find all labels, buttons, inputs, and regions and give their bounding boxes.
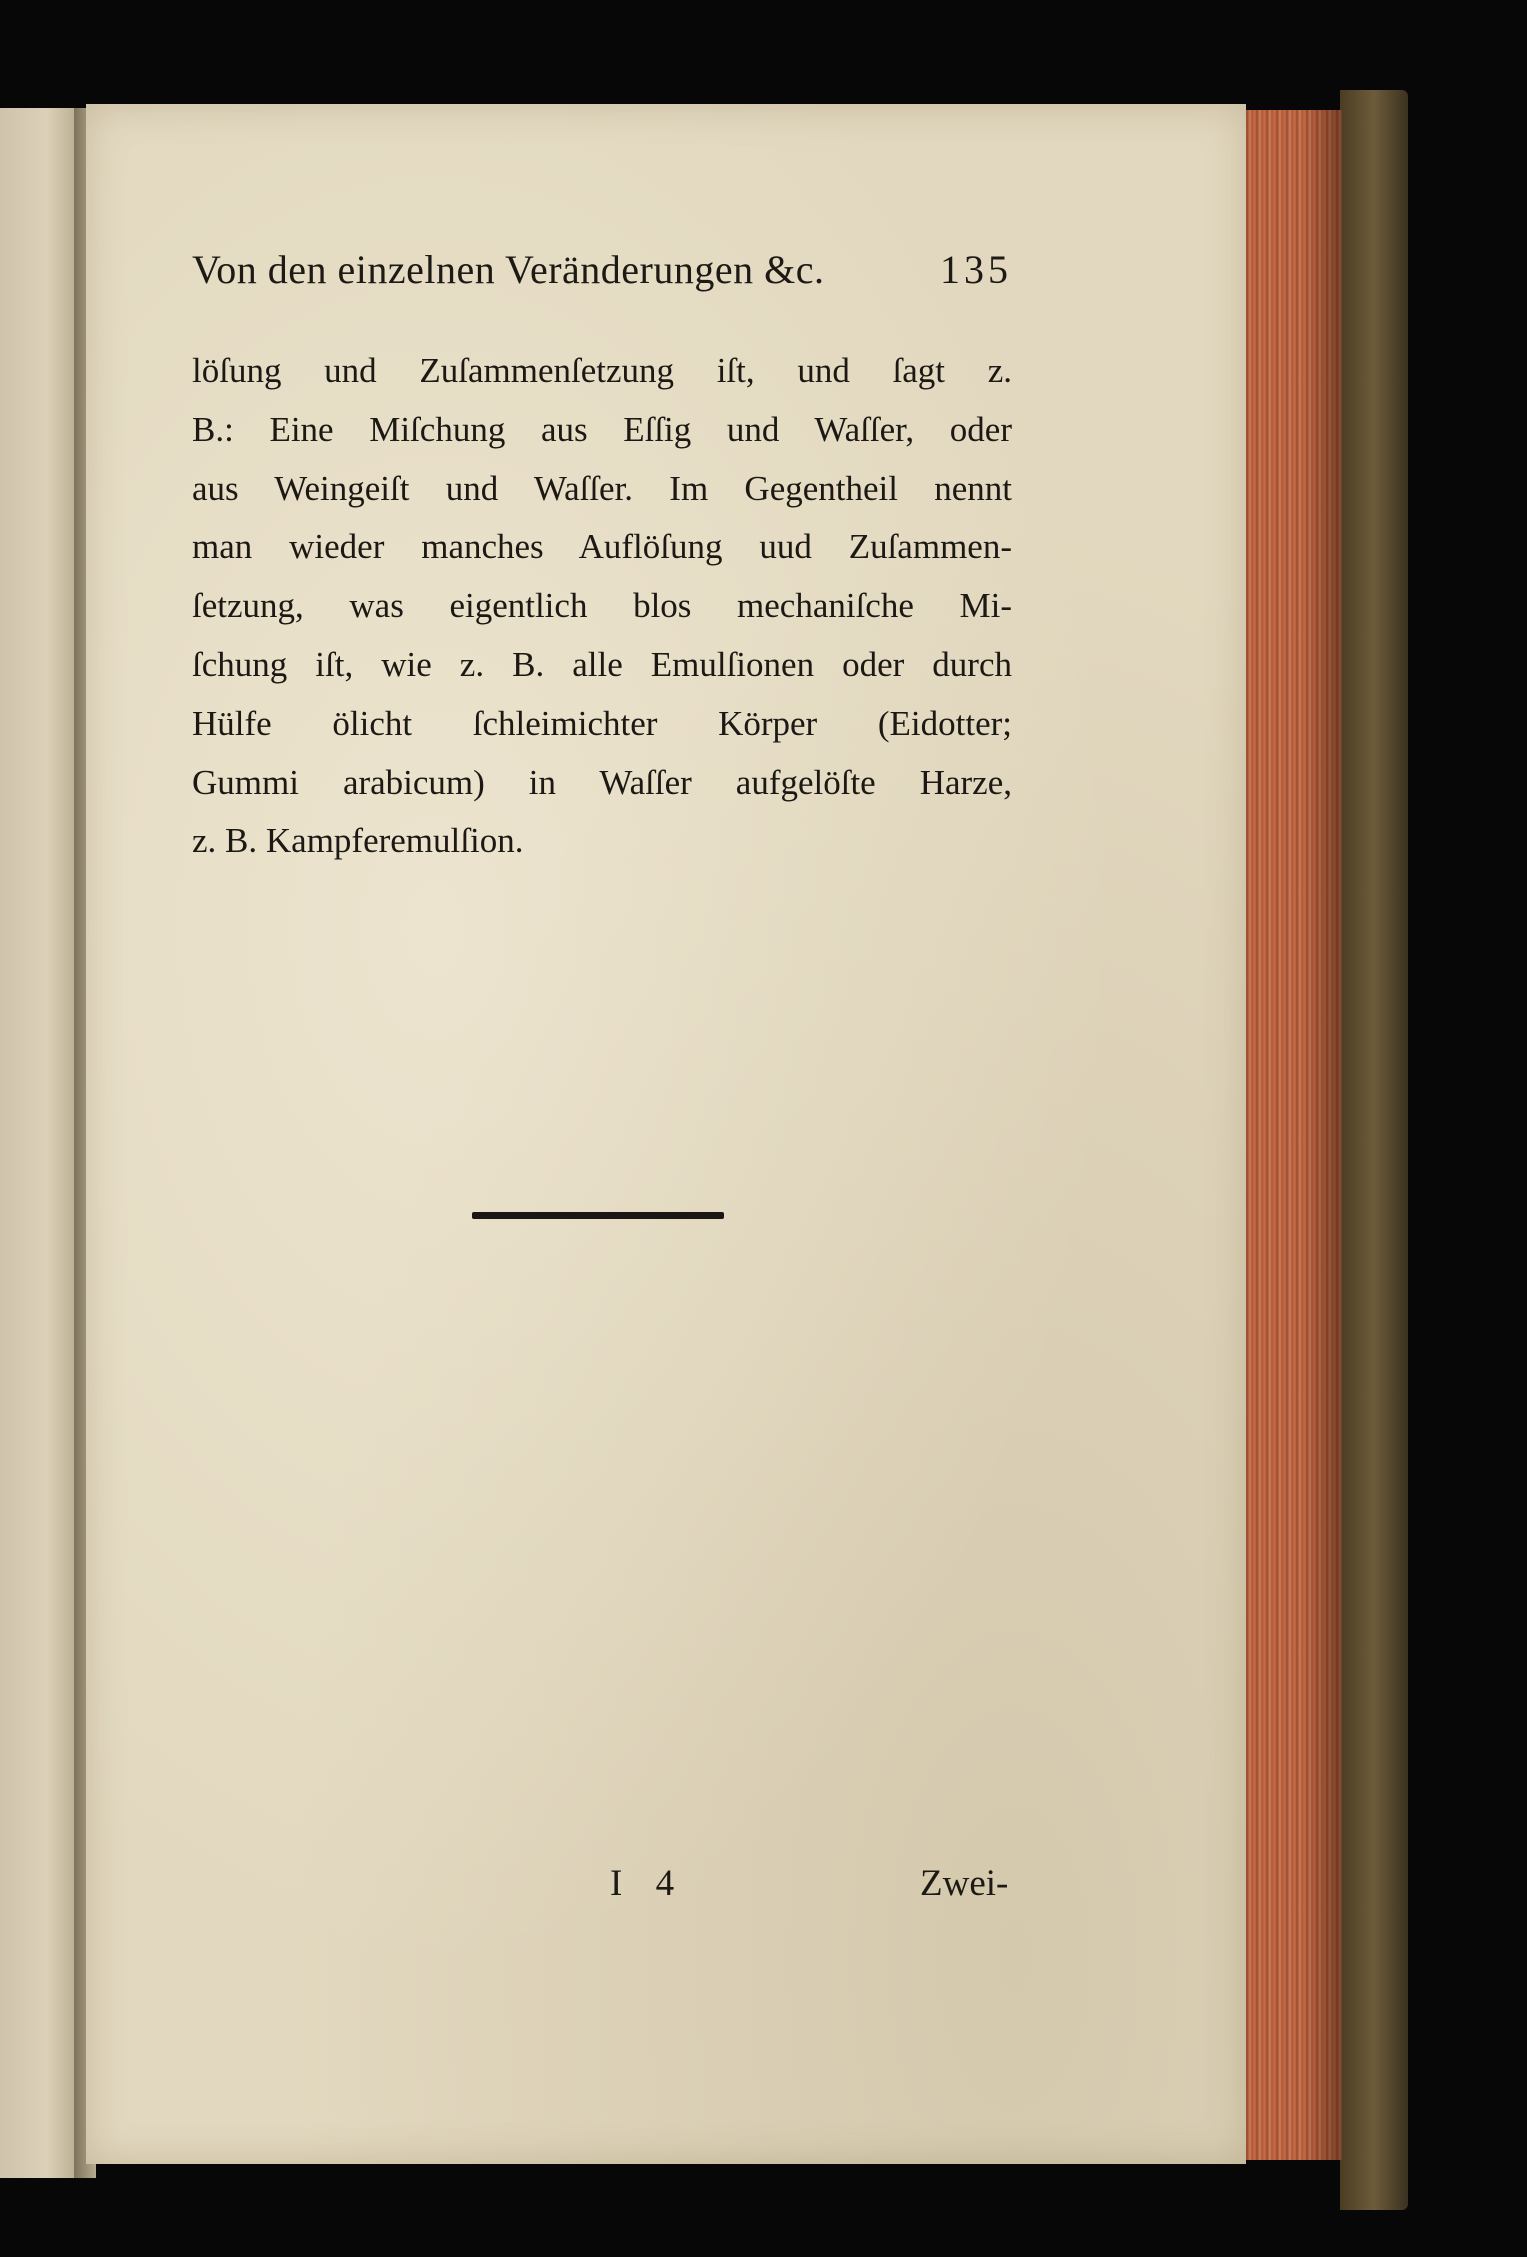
text-line: B.: Eine Miſchung aus Eſſig und Waſſer, oder: [192, 409, 1012, 449]
facing-page-edge: [0, 108, 81, 2178]
catchword: Zwei-: [920, 1863, 1009, 1904]
text-line: Gummi arabicum) in Waſſer aufgelöſte Harze,: [192, 762, 1012, 802]
running-head: [192, 246, 1012, 308]
page-number: 135: [940, 247, 1012, 292]
text-line: aus Weingeiſt und Waſſer. Im Gegentheil nennt: [192, 468, 1012, 508]
back-cover-board: [1340, 90, 1408, 2210]
signature-mark: I 4: [610, 1863, 687, 1904]
section-rule: [472, 1212, 724, 1219]
text-line: man wieder manches Auflöſung uud Zuſammen-: [192, 527, 1012, 567]
text-line: ſchung iſt, wie z. B. alle Emulſionen oder durch: [192, 644, 1012, 684]
text-line: löſung und Zuſammenſetzung iſt, und ſagt z.: [192, 351, 1012, 390]
text-line: Hülfe ölicht ſchleimichter Körper (Eidotter;: [192, 703, 1012, 743]
running-head-title: Von den einzelnen Veränderungen &c.: [192, 247, 825, 292]
text-line: ſetzung, was eigentlich blos mechaniſche Mi-: [192, 586, 1012, 626]
body-text: [192, 342, 1012, 871]
text-line: z. B. Kampferemulſion.: [192, 821, 524, 861]
